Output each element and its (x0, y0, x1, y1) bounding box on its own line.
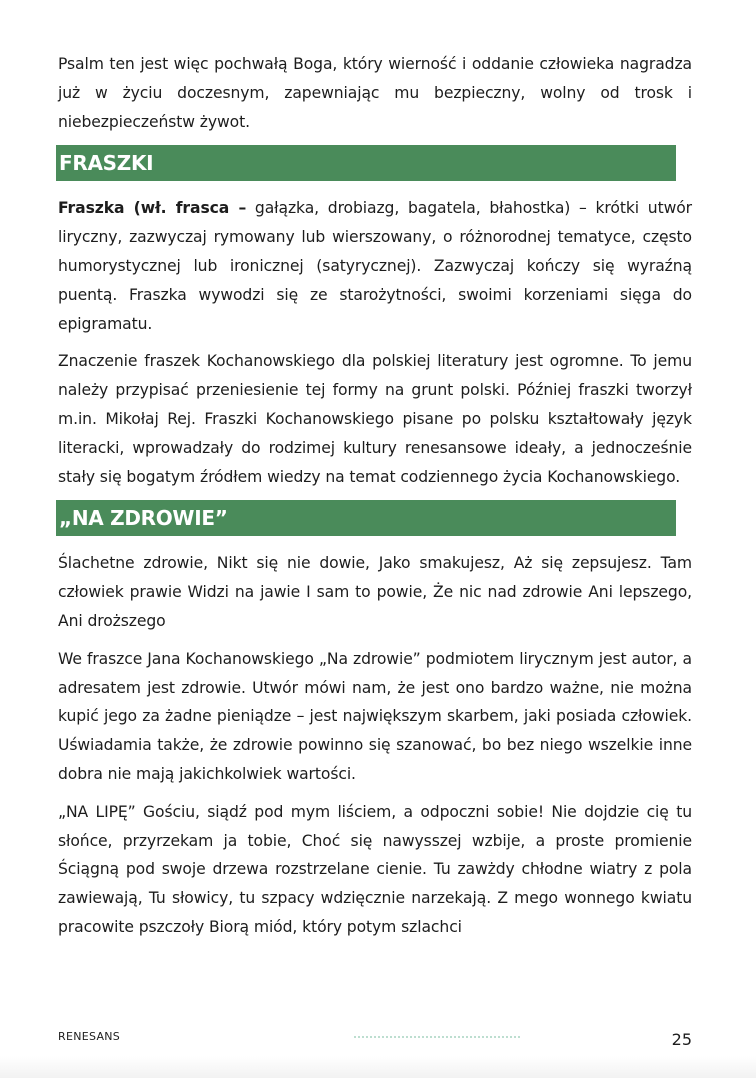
na-zdrowie-analysis-paragraph: We fraszce Jana Kochanowskiego „Na zdrowie” podmiotem lirycznym jest autor, a adresatem jest zdrowie. Utwór mówi nam, że jest ono bardzo ważne, nie można kupić jego za żadne pieniądze – jest największym skarbem, jaki posiada człowiek. Uświadamia także, że zdrowie powinno się szanować, bo bez niego wszelkie inne dobra nie mają jakichkolwiek wartości. (58, 649, 692, 783)
page-bottom-shade (0, 1056, 756, 1078)
fraszka-definition-text: gałązka, drobiazg, bagatela, błahostka) – krótki utwór liryczny, zazwyczaj rymowany lub wierszowany, o różnorodnej tematyce, często humorystycznej lub ironicznej (satyrycznej). Zazwyczaj kończy się wyraźną puentą. Fraszka wywodzi się ze starożytności, swoimi korzeniami sięga do epigramatu. (58, 199, 692, 333)
page-number: 25 (671, 1030, 692, 1049)
footer-dotted-divider (353, 1036, 521, 1038)
footer-section-label: RENESANS (58, 1030, 121, 1043)
na-lipe-poem-paragraph: „NA LIPĘ” Gościu, siądź pod mym liściem, a odpoczni sobie! Nie dojdzie cię tu słońce, przyrzekam ja tobie, Choć się nawysszej wzbije, a proste promienie Ściągną pod swoje drzewa rozstrzelane cienie. Tu zawżdy chłodne wiatry z pola zawiewają, Tu słowicy, tu szpacy wdzięcznie narzekają. Z mego wonnego kwiatu pracowite pszczoły Biorą miód, który potym szlachci (58, 802, 692, 936)
fraszka-definition-term: Fraszka (wł. frasca – (58, 199, 247, 218)
na-zdrowie-poem-paragraph: Ślachetne zdrowie, Nikt się nie dowie, Jako smakujesz, Aż się zepsujesz. Tam człowiek prawie Widzi na jawie I sam to powie, Że nic nad zdrowie Ani lepszego, Ani droższego (58, 554, 692, 630)
page-content (58, 50, 692, 951)
section-heading-fraszki: FRASZKI (56, 145, 676, 181)
section-heading-na-zdrowie: „NA ZDROWIE” (56, 500, 676, 536)
fraszka-definition-paragraph (58, 194, 692, 338)
psalm-conclusion-paragraph: Psalm ten jest więc pochwałą Boga, który wierność i oddanie człowieka nagradza już w życiu doczesnym, zapewniając mu bezpieczny, wolny od trosk i niebezpieczeństw żywot. (58, 55, 692, 131)
fraszki-significance-paragraph: Znaczenie fraszek Kochanowskiego dla polskiej literatury jest ogromne. To jemu należy przypisać przeniesienie tej formy na grunt polski. Później fraszki tworzył m.in. Mikołaj Rej. Fraszki Kochanowskiego pisane po polsku kształtowały język literacki, wprowadzały do rodzimej kultury renesansowe ideały, a jednocześnie stały się bogatym źródłem wiedzy na temat codziennego życia Kochanowskiego. (58, 352, 692, 486)
